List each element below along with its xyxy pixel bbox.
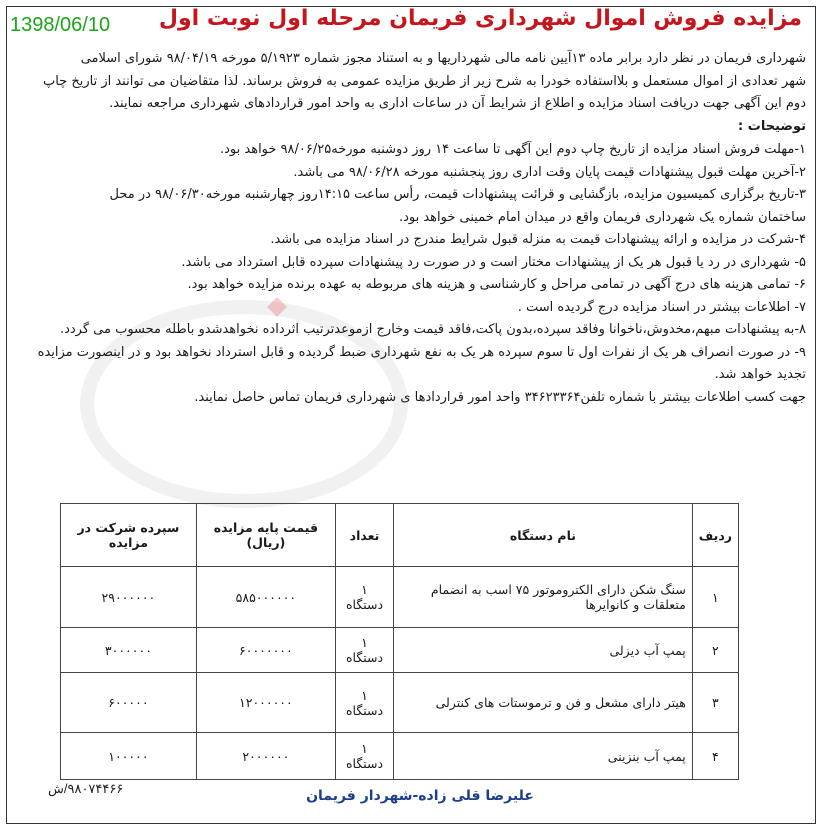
col-header-deposit: سپرده شرکت در مزایده	[61, 504, 197, 567]
table-row	[61, 567, 739, 628]
intro-line: شهر تعدادی از اموال مستعمل و بلااستفاده خودرا به شرح زیر از طریق مزایده عمومی به فروش برساند. لذا متقاضیان می توانند از تاریخ چاپ	[42, 73, 806, 89]
notes-list	[16, 139, 806, 409]
note-line: تجدید خواهد شد.	[714, 367, 806, 382]
cell-device-name: پمپ آب بنزینی	[394, 733, 693, 780]
col-header-base-price: قیمت پایه مزایده (ریال)	[196, 504, 335, 567]
cell-row-no: ۲	[692, 628, 738, 673]
intro-line: شهرداری فریمان در نظر دارد برابر ماده ۱۳آیین نامه مالی شهرداریها و به استناد مجوز شماره ۵/۱۹۲۳ مورخه ۹۸/۰۴/۱۹ شورای اسلامی	[80, 51, 806, 66]
cell-deposit: ۶۰۰۰۰۰	[61, 673, 197, 733]
table-row	[61, 733, 739, 780]
table-header-row	[61, 504, 739, 567]
notice-title: مزایده فروش اموال شهرداری فریمان مرحله اول نوبت اول	[158, 6, 802, 31]
cell-row-no: ۳	[692, 673, 738, 733]
note-line: ۶- تمامی هزینه های درج آگهی در تمامی مراحل و کارشناسی و هزینه های مربوطه به عهده برنده مزایده خواهد بود.	[187, 277, 806, 292]
notes-heading: توضیحات :	[738, 119, 806, 134]
cell-quantity: ۱ دستگاه	[335, 673, 393, 733]
cell-quantity: ۱ دستگاه	[335, 628, 393, 673]
intro-line: دوم این آگهی جهت دریافت اسناد مزایده و اطلاع از شرایط آن در ساعات اداری به واحد امور قراردادهای شهرداری مراجعه نمایند.	[109, 96, 806, 111]
cell-base-price: ۱۲۰۰۰۰۰۰	[196, 673, 335, 733]
col-header-row-no: ردیف	[692, 504, 738, 567]
cell-device-name: هیتر دارای مشعل و فن و ترموستات های کنترلی	[394, 673, 693, 733]
cell-deposit: ۳۰۰۰۰۰۰	[61, 628, 197, 673]
cell-device-name: سنگ شکن دارای الکتروموتور ۷۵ اسب به انضمام متعلقات و کانوایرها	[394, 567, 693, 628]
cell-base-price: ۶۰۰۰۰۰۰۰	[196, 628, 335, 673]
intro-paragraph	[16, 48, 806, 116]
table-row	[61, 673, 739, 733]
cell-device-name: پمپ آب دیزلی	[394, 628, 693, 673]
note-line: ۷- اطلاعات بیشتر در اسناد مزایده درج گردیده است .	[517, 299, 806, 315]
items-table	[60, 503, 739, 780]
col-header-quantity: تعداد	[335, 504, 393, 567]
table-row	[61, 628, 739, 673]
note-line: ۵- شهرداری در رد یا قبول هر یک از پیشنهادات مختار است و در صورت رد پیشنهادات سپرده قابل استرداد می باشد.	[181, 254, 806, 270]
publish-date: 1398/06/10	[10, 14, 111, 36]
note-line: ۳-تاریخ برگزاری کمیسیون مزایده، بازگشایی و قرائت پیشنهادات قیمت، رأس ساعت ۱۴:۱۵روز چهارشنبه مورخه۹۸/۰۶/۳۰ در محل	[109, 187, 806, 202]
note-line: ۱-مهلت فروش اسناد مزایده از تاریخ چاپ دوم این آگهی تا ساعت ۱۴ روز دوشنبه مورخه۹۸/۰۶/۲۵ خواهد بود.	[220, 142, 806, 157]
note-line: ۲-آخرین مهلت قبول پیشنهادات قیمت پایان وقت اداری روز پنجشنبه مورخه ۹۸/۰۶/۲۸ می باشد.	[293, 164, 806, 180]
note-line: ۹- در صورت انصراف هر یک از نفرات اول تا سوم سپرده هر یک به نفع شهرداری ضبط گردیده و قابل استرداد نخواهد بود و در اینصورت مزایده	[37, 344, 806, 360]
note-line: ۴-شرکت در مزایده و ارائه پیشنهادات قیمت به منزله قبول شرایط مندرج در اسناد مزایده می باشد.	[270, 232, 806, 247]
note-line: ۸-به پیشنهادات مبهم،مخدوش،ناخوانا وفاقد سپرده،بدون پاکت،فاقد قیمت وخارج ازموعدترتیب اثرداده نخواهدشدو باطله محسوب می گردد.	[59, 322, 806, 337]
cell-deposit: ۲۹۰۰۰۰۰۰	[61, 567, 197, 628]
mayor-signature: علیرضا قلی زاده-شهردار فریمان	[306, 788, 534, 804]
notice-code: ۹۸۰۷۴۴۶۶/ش	[48, 781, 124, 796]
cell-row-no: ۴	[692, 733, 738, 780]
note-line: ساختمان شماره یک شهرداری فریمان واقع در میدان امام خمینی خواهد بود.	[398, 209, 806, 225]
col-header-device-name: نام دستگاه	[394, 504, 693, 567]
cell-base-price: ۲۰۰۰۰۰۰	[196, 733, 335, 780]
cell-quantity: ۱ دستگاه	[335, 567, 393, 628]
cell-base-price: ۵۸۵۰۰۰۰۰۰	[196, 567, 335, 628]
note-line: جهت کسب اطلاعات بیشتر با شماره تلفن۳۴۶۲۳۳۶۴ واحد امور قراردادها ی شهرداری فریمان تماس حاصل نمایند.	[194, 389, 806, 405]
cell-row-no: ۱	[692, 567, 738, 628]
cell-deposit: ۱۰۰۰۰۰	[61, 733, 197, 780]
cell-quantity: ۱ دستگاه	[335, 733, 393, 780]
